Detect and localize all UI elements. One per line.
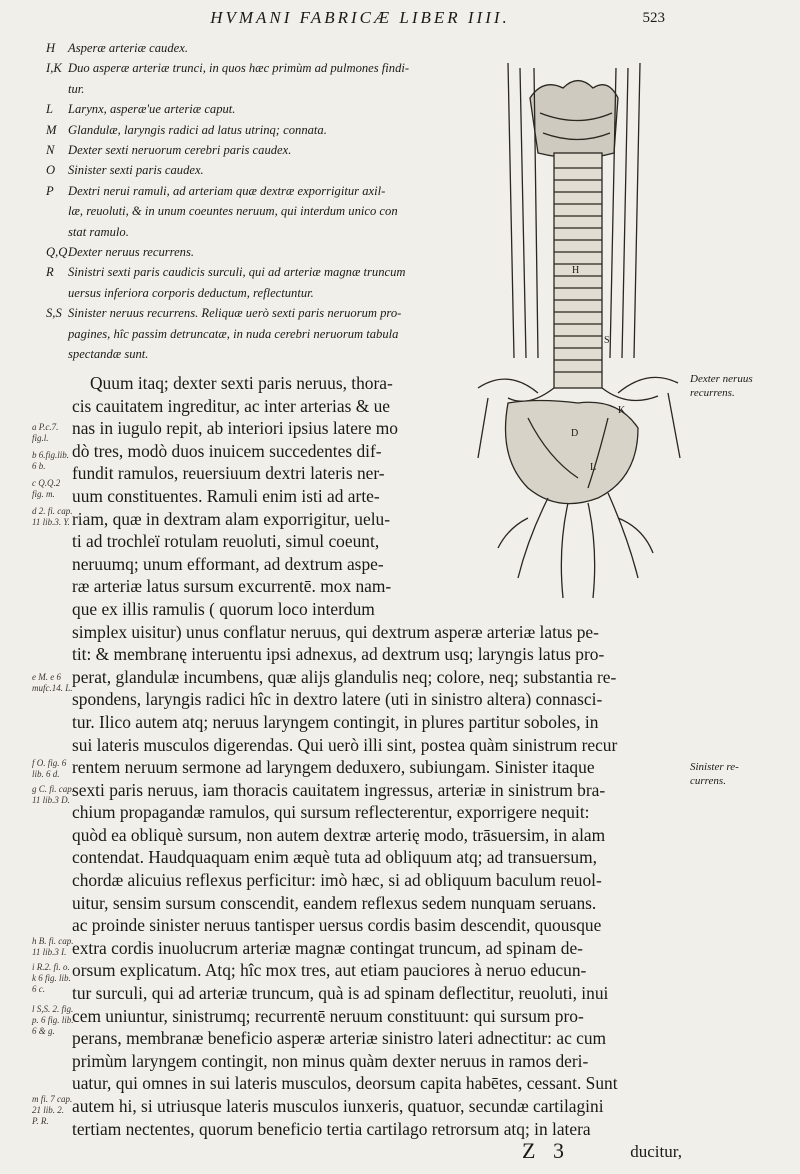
- legend-item: [46, 38, 466, 58]
- legend-item: [46, 99, 466, 119]
- catchword: ducitur,: [630, 1142, 682, 1161]
- margin-note-dexter: [690, 372, 753, 400]
- legend-key: [46, 283, 68, 303]
- legend-key: O: [46, 163, 56, 178]
- legend-text: Dextri nerui ramuli, ad arteriam quæ dextræ exporrigitur axil-: [68, 183, 386, 198]
- body-line: uum constituentes. Ramuli enim isti ad arte-: [72, 485, 380, 506]
- legend-key: [46, 324, 68, 344]
- legend-key: [46, 201, 68, 221]
- legend-item: [46, 303, 466, 323]
- margin-note-line: recurrens.: [690, 387, 735, 399]
- side-reference: h B. fi. cap. 11 lib.3 I.: [32, 936, 74, 957]
- legend-item: [46, 120, 466, 140]
- legend-key: L: [46, 102, 54, 117]
- legend-key: P: [46, 183, 54, 198]
- side-reference: d 2. fi. cap. 11 lib.3. Y.: [32, 506, 73, 527]
- body-line: quòd ea obliquè sursum, non autem dextræ arterię modo, trāsuersim, in alam: [72, 824, 606, 845]
- figure-label: D: [571, 428, 579, 439]
- body-line: primùm laryngem contingit, non minus quàm dexter neruus in ramos deri-: [72, 1050, 589, 1071]
- body-line: sexti paris neruus, iam thoracis cauitatem ingressus, arteriæ in sinistrum bra-: [72, 779, 606, 800]
- body-line: perat, glandulæ incumbens, quæ alijs glandulis neq; colore, neq; substantia re-: [72, 666, 617, 687]
- legend-key: N: [46, 143, 55, 158]
- body-line: tur. Ilico autem atq; neruus laryngem contingit, in plures partitur soboles, in: [72, 711, 599, 732]
- body-line: fundit ramulos, reuersiuum dextri lateris ner-: [72, 463, 385, 484]
- legend-item: [46, 344, 466, 364]
- legend-key: H: [46, 41, 56, 55]
- legend-key: Q,Q: [46, 245, 68, 260]
- body-line: tertiam nectentes, quorum beneficio tertia cartilago retrorsum atq; in latera: [72, 1118, 591, 1139]
- body-line: riam, quæ in dextram alam exporrigitur, uelu-: [72, 508, 391, 529]
- legend-text: Dexter neruus recurrens.: [68, 245, 195, 260]
- legend-item: [46, 140, 466, 160]
- legend-text: Dexter sexti neruorum cerebri paris caudex.: [68, 143, 292, 158]
- legend-item: [46, 222, 466, 242]
- body-line: cem uniuntur, sinistrumq; recurrentē neruum constituunt: qui sursum pro-: [72, 1005, 584, 1026]
- figure-label: K: [618, 405, 626, 416]
- body-line: Quum itaq; dexter sexti paris neruus, thora-: [90, 373, 393, 393]
- legend-item: [46, 201, 466, 221]
- legend-text: pagines, hîc passim detruncatæ, in nuda cerebri neruorum tabula: [68, 326, 399, 341]
- side-reference: i R.2. fi. o. k 6 fig. lib. 6 c.: [32, 962, 71, 994]
- legend-key: I,K: [46, 61, 62, 76]
- figure-legend: [46, 38, 466, 365]
- legend-item: [46, 242, 466, 262]
- side-reference: g C. fi. cap. 11 lib.3 D.: [32, 784, 74, 805]
- page-number: 523: [642, 10, 665, 26]
- body-line: chium propagandæ ramulos, qui sursum reflecterentur, exporrigere nequit:: [72, 802, 590, 823]
- legend-text: Duo asperæ arteriæ trunci, in quos hæc primùm ad pulmones findi-: [68, 61, 410, 76]
- body-line: uitur, sensim sursum conscendit, eandem reflexus sedem nunquam seruans.: [72, 892, 597, 913]
- figure-label: L: [590, 462, 597, 473]
- legend-text: tur.: [68, 81, 85, 96]
- legend-text: Larynx, asperæ'ue arteriæ caput.: [68, 102, 236, 117]
- legend-item: [46, 79, 466, 99]
- body-line: ac proinde sinister neruus tantisper uersus cordis basim descendit, quousque: [72, 915, 602, 936]
- body-line: orsum explicatum. Atq; hîc mox tres, aut etiam pauciores à neruo educun-: [72, 960, 587, 981]
- legend-key: [46, 222, 68, 242]
- body-line: rentem neruum sermone ad laryngem deduxero, subiungam. Sinister itaque: [72, 757, 595, 777]
- body-line: cis cauitatem ingreditur, ac inter arterias & ue: [72, 395, 390, 416]
- legend-text: Asperæ arteriæ caudex.: [68, 41, 188, 55]
- legend-item: [46, 160, 466, 180]
- body-line: que ex illis ramulis ( quorum loco interdum: [72, 598, 375, 619]
- body-line: uatur, qui omnes in sui lateris musculos, deorsum capita habētes, cessant. Sunt: [72, 1073, 618, 1094]
- side-reference: l S,S. 2. fig. p. 6 fig. lib. 6 & g.: [32, 1004, 74, 1036]
- body-line: neruumq; unum efformant, ad dextrum aspe-: [72, 553, 384, 574]
- legend-key: [46, 79, 68, 99]
- body-line: sui lateris musculos digerendas. Qui uerò illi sint, postea quàm sinistrum recur: [72, 734, 618, 755]
- legend-text: spectandæ sunt.: [68, 347, 149, 362]
- body-line: extra cordis inuolucrum arteriæ magnæ contingat truncum, ad spinam de-: [72, 937, 583, 958]
- margin-note-line: currens.: [690, 775, 726, 787]
- body-line: tur surculi, qui ad arteriæ truncum, quà is ad spinam deflectitur, reuoluti, inui: [72, 982, 609, 1003]
- body-line: dò tres, modò duos inuicem succedentes dif-: [72, 440, 382, 461]
- side-reference: c Q.Q.2 fig. m.: [32, 478, 61, 499]
- legend-key: S,S: [46, 306, 62, 321]
- margin-note-line: Sinister re-: [690, 761, 739, 773]
- legend-text: Sinister sexti paris caudex.: [68, 163, 204, 178]
- legend-text: uersus inferiora corporis deductum, reflectuntur.: [68, 285, 314, 300]
- figure-label: S: [604, 335, 610, 346]
- legend-item: [46, 58, 466, 78]
- body-line: autem hi, si utriusque lateris musculos iunxeris, quatuor, secundæ cartilagini: [72, 1095, 604, 1116]
- body-line: simplex uisitur) unus conflatur neruus, qui dextrum asperæ arteriæ latus pe-: [72, 621, 599, 642]
- body-line: spondens, laryngis radici hîc in dextro latere (uti in sinistro altera) connasci-: [72, 689, 603, 710]
- legend-text: stat ramulo.: [68, 224, 129, 239]
- legend-text: Sinistri sexti paris caudicis surculi, qui ad arteriæ magnæ truncum: [68, 265, 406, 280]
- body-line: nas in iugulo repit, ab interiori ipsius latere mo: [72, 418, 399, 439]
- signature-mark: Z 3: [522, 1138, 570, 1163]
- side-reference: e M. e 6 mufc.14. L.: [32, 672, 73, 693]
- body-line: chordæ alicuius reflexus perficitur: imò hæc, si ad obliquum baculum reuol-: [72, 869, 602, 890]
- margin-note-line: Dexter neruus: [690, 373, 753, 385]
- legend-key: M: [46, 122, 57, 137]
- body-line: perans, membranæ beneficio asperæ arteriæ sinistro lateri adnectitur: ac cum: [72, 1028, 607, 1049]
- body-text-lower: [72, 756, 684, 1140]
- legend-item: [46, 262, 466, 282]
- legend-key: [46, 344, 68, 364]
- side-reference: f O. fig. 6 lib. 6 d.: [32, 758, 67, 779]
- body-text-upper: [72, 372, 684, 756]
- legend-item: [46, 324, 466, 344]
- body-line: tit: & membranę interuentu ipsi adnexus, ad dextrum usq; laryngis latus pro-: [72, 644, 605, 665]
- legend-text: læ, reuoluti, & in unum coeuntes neruum, qui interdum unico con: [68, 204, 398, 219]
- legend-text: Glandulæ, laryngis radici ad latus utrinq; connata.: [68, 122, 327, 137]
- body-line: contendat. Haudquaquam enim æquè tuta ad obliquum atq; ad transuersum,: [72, 847, 597, 868]
- margin-note-sinister: [690, 760, 739, 788]
- side-reference: m fi. 7 cap. 21 lib. 2. P. R.: [32, 1094, 73, 1126]
- figure-label: H: [572, 265, 580, 276]
- side-reference: a P.c.7. fig.l.: [32, 422, 59, 443]
- side-reference: b 6.fig.lib. 6 b.: [32, 450, 70, 471]
- body-line: ti ad trochleï rotulam reuoluti, simul coeunt,: [72, 531, 380, 552]
- legend-item: [46, 283, 466, 303]
- body-line: ræ arteriæ latus sursum excurrentē. mox nam-: [72, 576, 392, 597]
- legend-text: Sinister neruus recurrens. Reliquæ uerò sexti paris neruorum pro-: [68, 306, 402, 321]
- legend-item: [46, 181, 466, 201]
- legend-key: R: [46, 265, 54, 280]
- running-head: HVMANI FABRICÆ LIBER IIII.: [210, 8, 510, 27]
